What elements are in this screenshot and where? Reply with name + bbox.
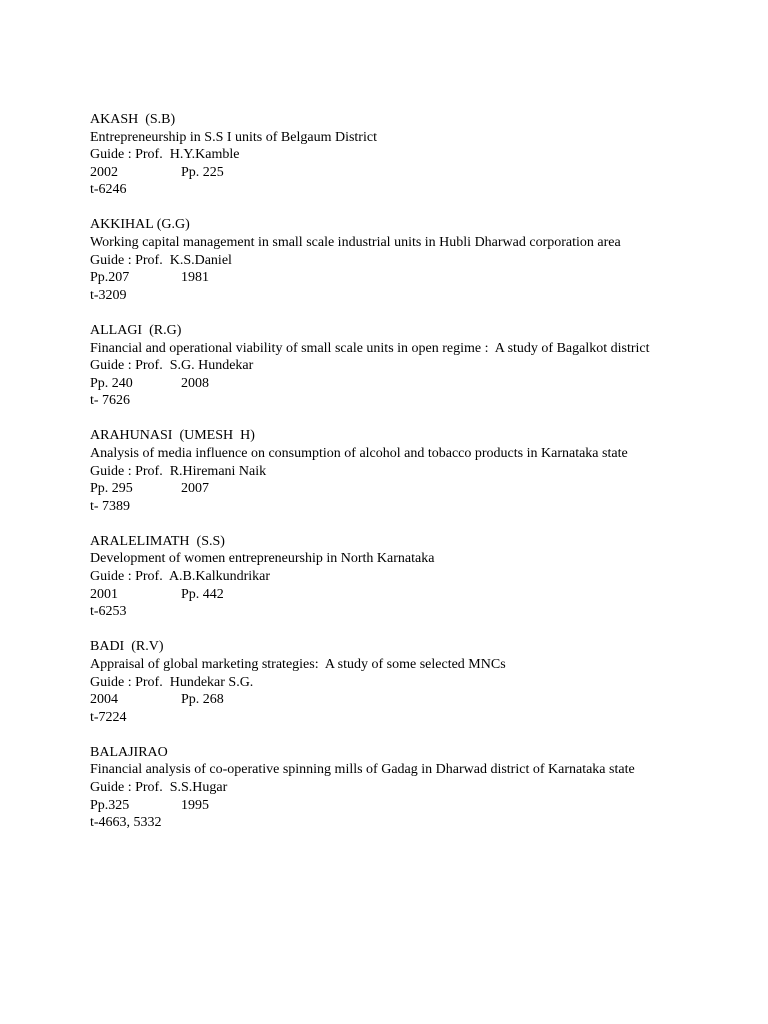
entry-pages: Pp.207 xyxy=(90,270,130,286)
entry-title: Financial analysis of co-operative spinning mills of Gadag in Dharwad district of Karnataka state xyxy=(90,762,635,778)
entry-year: 2001 xyxy=(90,586,118,602)
entry-allagi xyxy=(90,322,750,410)
entry-meta xyxy=(90,269,750,287)
entry-guide: Guide : Prof. S.S.Hugar xyxy=(90,780,228,795)
entry-guide: Guide : Prof. K.S.Daniel xyxy=(90,252,232,268)
entry-year: 1981 xyxy=(181,270,209,286)
entry-guide: Guide : Prof. S.G. Hundekar xyxy=(90,358,254,374)
entry-guide: Guide : Prof. A.B.Kalkundrikar xyxy=(90,569,271,585)
document-page xyxy=(90,111,750,849)
entry-title: Entrepreneurship in S.S I units of Belgaum District xyxy=(90,129,377,145)
entry-guide: Guide : Prof. Hundekar S.G. xyxy=(90,674,254,690)
entry-aralelimath xyxy=(90,533,750,621)
entry-title: Development of women entrepreneurship in North Karnataka xyxy=(90,551,435,567)
entry-arahunasi xyxy=(90,427,750,515)
entry-balajirao xyxy=(90,744,750,832)
entry-author: ARALELIMATH (S.S) xyxy=(90,533,225,549)
entry-title: Appraisal of global marketing strategies: A study of some selected MNCs xyxy=(90,656,506,672)
entry-pages: Pp. 295 xyxy=(90,481,133,497)
entry-author: BALAJIRAO xyxy=(90,744,168,760)
entry-meta xyxy=(90,691,750,709)
entry-call-number: t-4663, 5332 xyxy=(90,815,162,831)
entry-year: 2002 xyxy=(90,164,118,180)
entry-year: 2004 xyxy=(90,692,118,708)
entry-guide: Guide : Prof. H.Y.Kamble xyxy=(90,147,240,163)
entry-meta xyxy=(90,164,750,182)
entry-meta xyxy=(90,375,750,393)
entry-akkihal xyxy=(90,216,750,304)
entry-pages: Pp. 268 xyxy=(181,692,224,708)
entry-call-number: t- 7389 xyxy=(90,498,131,514)
entry-meta xyxy=(90,480,750,498)
entry-badi xyxy=(90,638,750,726)
entry-title: Analysis of media influence on consumption of alcohol and tobacco products in Karnataka state xyxy=(90,446,628,461)
entry-call-number: t-3209 xyxy=(90,287,127,303)
entry-pages: Pp. 240 xyxy=(90,375,133,391)
entry-year: 2007 xyxy=(181,481,209,497)
entry-pages: Pp. 225 xyxy=(181,164,224,180)
entry-call-number: t-6253 xyxy=(90,604,127,620)
entry-guide: Guide : Prof. R.Hiremani Naik xyxy=(90,463,267,479)
entry-call-number: t-7224 xyxy=(90,709,127,725)
entry-akash xyxy=(90,111,750,199)
entry-author: BADI (R.V) xyxy=(90,639,164,655)
entry-meta xyxy=(90,797,750,815)
entry-author: ALLAGI (R.G) xyxy=(90,322,182,338)
entry-pages: Pp.325 xyxy=(90,797,130,813)
entry-call-number: t-6246 xyxy=(90,182,127,198)
entry-year: 1995 xyxy=(181,797,209,813)
entry-year: 2008 xyxy=(181,375,209,391)
entry-title: Working capital management in small scale industrial units in Hubli Dharwad corporation area xyxy=(90,235,621,251)
entry-meta xyxy=(90,586,750,604)
entry-call-number: t- 7626 xyxy=(90,393,131,409)
entry-pages: Pp. 442 xyxy=(181,586,224,602)
entry-author: ARAHUNASI (UMESH H) xyxy=(90,428,255,444)
entry-title: Financial and operational viability of small scale units in open regime : A study of Bagalkot district xyxy=(90,340,650,356)
entry-author: AKKIHAL (G.G) xyxy=(90,217,190,233)
entry-author: AKASH (S.B) xyxy=(90,112,176,127)
